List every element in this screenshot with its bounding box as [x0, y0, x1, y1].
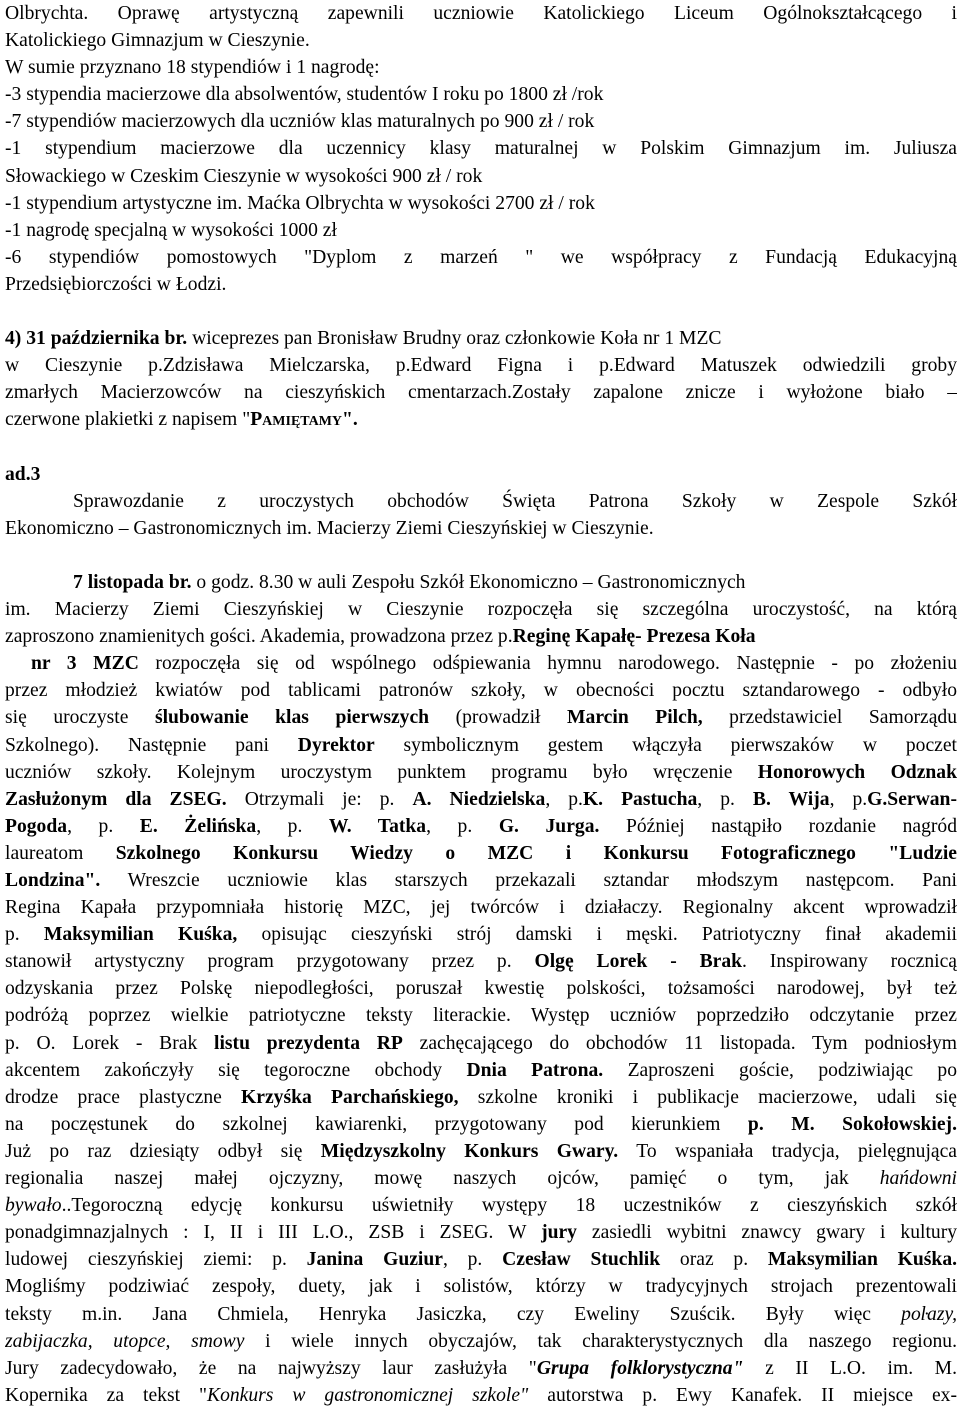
report-title-line: Sprawozdanie z uroczystych obchodów Święta Patrona Szkoły w Zespole Szkół: [73, 490, 957, 512]
text-line: Słowackiego w Czeskim Cieszynie w wysokości 900 zł / rok: [5, 165, 483, 187]
paragraph-line: zabijaczka, utopce, smowy i wiele innych obyczajów, tak charakterystycznych dla naszego regionu.: [5, 1330, 957, 1352]
paragraph-line: 7 listopada br. o godz. 8.30 w auli Zespołu Szkół Ekonomiczno – Gastronomicznych: [73, 571, 746, 593]
spacer: [5, 434, 957, 461]
paragraph-line: się uroczyste ślubowanie klas pierwszych (prowadził Marcin Pilch, przedstawiciel Samorządu: [5, 707, 957, 729]
paragraph-line: p. Maksymilian Kuśka, opisując cieszyński strój damski i męski. Patriotyczny finał akademii: [5, 924, 957, 946]
paragraph-line: podróżą poprzez wielkie patriotyczne teksty literackie. Występ uczniów poprzedziło odczytanie przez: [5, 1005, 957, 1027]
paragraph-line: ponadgimnazjalnych : I, II i III L.O., ZSB i ZSEG. W jury zasiedli wybitni znawcy gwary i kultury: [5, 1222, 957, 1244]
paragraph-line: stanowił artystyczny program przygotowany przez p. Olgę Lorek - Brak. Inspirowany rocznicą: [5, 951, 957, 973]
paragraph-line: odzyskania przez Polskę niepodległości, poruszał kwestię polskości, tożsamości narodowej, był też: [5, 978, 957, 1000]
text-line: Katolickiego Gimnazjum w Cieszynie.: [5, 30, 310, 52]
section-4-line: czerwone plakietki z napisem "Pamiętamy".: [5, 409, 358, 431]
ad-label: ad.3: [5, 463, 41, 485]
report-title-line: Ekonomiczno – Gastronomicznych im. Macierzy Ziemi Cieszyńskiej w Cieszynie.: [5, 517, 654, 539]
text-line: -3 stypendia macierzowe dla absolwentów, studentów I roku po 1800 zł /rok: [5, 84, 604, 106]
paragraph-line: na poczęstunek do szkolnej kawiarenki, przygotowany pod kierunkiem p. M. Sokołowskiej.: [5, 1113, 957, 1135]
text-line: -1 stypendium artystyczne im. Maćka Olbrychta w wysokości 2700 zł / rok: [5, 192, 595, 214]
paragraph-line: p. O. Lorek - Brak listu prezydenta RP zachęcającego do obchodów 11 listopada. Tym podniosłym: [5, 1032, 957, 1054]
paragraph-line: Zasłużonym dla ZSEG. Otrzymali je: p. A. Niedzielska, p.K. Pastucha, p. B. Wija, p.G.Serwan-: [5, 788, 957, 810]
paragraph-line: im. Macierzy Ziemi Cieszyńskiej w Cieszynie rozpoczęła się szczególna uroczystość, na którą: [5, 599, 957, 621]
section-4-heading: 4) 31 października br.: [5, 328, 188, 350]
paragraph-line: Jury zadecydowało, że na najwyższy laur zasłużyła "Grupa folklorystyczna" z II L.O. im. M.: [5, 1357, 957, 1379]
paragraph-line: Kopernika za tekst "Konkurs w gastronomicznej szkole" autorstwa p. Ewy Kanafek. II miejsce ex-: [5, 1384, 957, 1406]
section-4-line: zmarłych Macierzowców na cieszyńskich cmentarzach.Zostały zapalone znicze i wyłożone biało –: [5, 382, 957, 404]
spacer: [5, 298, 957, 325]
paragraph-line: zaproszono znamienitych gości. Akademia, prowadzona przez p.Reginę Kapałę- Prezesa Koła: [5, 626, 756, 648]
paragraph-line: teksty m.in. Jana Chmiela, Henryka Jasiczka, czy Eweliny Szuścik. Były więc poŀazy,: [5, 1303, 957, 1325]
paragraph-line: ludowej cieszyńskiej ziemi: p. Janina Guziur, p. Czesław Stuchlik oraz p. Maksymilian Kuśka.: [5, 1249, 957, 1271]
paragraph-line: Pogoda, p. E. Żelińska, p. W. Tatka, p. G. Jurga. Później nastąpiło rozdanie nagród: [5, 815, 957, 837]
paragraph-line: laureatom Szkolnego Konkursu Wiedzy o MZC i Konkursu Fotograficznego "Ludzie: [5, 842, 957, 864]
text-line: -1 stypendium macierzowe dla uczennicy klasy maturalnej w Polskim Gimnazjum im. Juliusza: [5, 138, 957, 160]
paragraph-line: bywało..Tegoroczną edycję konkursu uświetniły występy 18 uczestników z cieszyńskich szkół: [5, 1195, 957, 1217]
section-4-line: w Cieszynie p.Zdzisława Mielczarska, p.Edward Figna i p.Edward Matuszek odwiedzili groby: [5, 355, 957, 377]
text-line: -6 stypendiów pomostowych "Dyplom z marzeń " we współpracy z Fundacją Edukacyjną: [5, 246, 957, 268]
paragraph-line: przez młodzież kwiatów pod tablicami patronów szkoły, w obecności pocztu sztandarowego - odbyło: [5, 680, 957, 702]
text-line: Przedsiębiorczości w Łodzi.: [5, 273, 227, 295]
paragraph-line: uczniów szkoły. Kolejnym uroczystym punktem programu było wręczenie Honorowych Odznak: [5, 761, 957, 783]
paragraph-line: Regina Kapała przypomniała historię MZC, jej twórców i działaczy. Regionalny akcent wprowadził: [5, 897, 957, 919]
paragraph-line: Już po raz dziesiąty odbył się Międzyszkolny Konkurs Gwary. To wspaniała tradycja, pielęgnująca: [5, 1140, 957, 1162]
section-4-line: 4) 31 października br. wiceprezes pan Bronisław Brudny oraz członkowie Koła nr 1 MZC: [5, 328, 722, 350]
text-line: -1 nagrodę specjalną w wysokości 1000 zł: [5, 219, 337, 241]
paragraph-line: drodze prace plastyczne Krzyśka Parchańskiego, szkolne kroniki i publikacje macierzowe, udali się: [5, 1086, 957, 1108]
paragraph-line: Londzina". Wreszcie uczniowie klas starszych przekazali sztandar młodszym następcom. Pani: [5, 870, 957, 891]
paragraph-line: nr 3 MZC rozpoczęła się od wspólnego odśpiewania hymnu narodowego. Następnie - po złożeniu: [31, 653, 957, 675]
text-line: W sumie przyznano 18 stypendiów i 1 nagrodę:: [5, 57, 380, 79]
paragraph-line: akcentem zakończyły się tegoroczne obchody Dnia Patrona. Zaproszeni goście, podziwiając po: [5, 1059, 957, 1081]
text-line: -7 stypendiów macierzowych dla uczniów klas maturalnych po 900 zł / rok: [5, 111, 595, 133]
paragraph-line: Mogliśmy podziwiać zespoły, duety, jak i solistów, którzy w tradycyjnych strojach prezentowali: [5, 1276, 957, 1298]
pamietamy-text: Pamiętamy: [250, 409, 343, 431]
spacer: [5, 542, 957, 569]
text-line: Olbrychta. Oprawę artystyczną zapewnili uczniowie Katolickiego Liceum Ogólnokształcącego i: [5, 3, 957, 24]
paragraph-line: regionalia naszej małej ojczyzny, mowę naszych ojców, pamięć o tym, jak hańdowni: [5, 1168, 957, 1190]
paragraph-line: Szkolnego). Następnie pani Dyrektor symbolicznym gestem włączyła pierwszaków w poczet: [5, 734, 957, 756]
